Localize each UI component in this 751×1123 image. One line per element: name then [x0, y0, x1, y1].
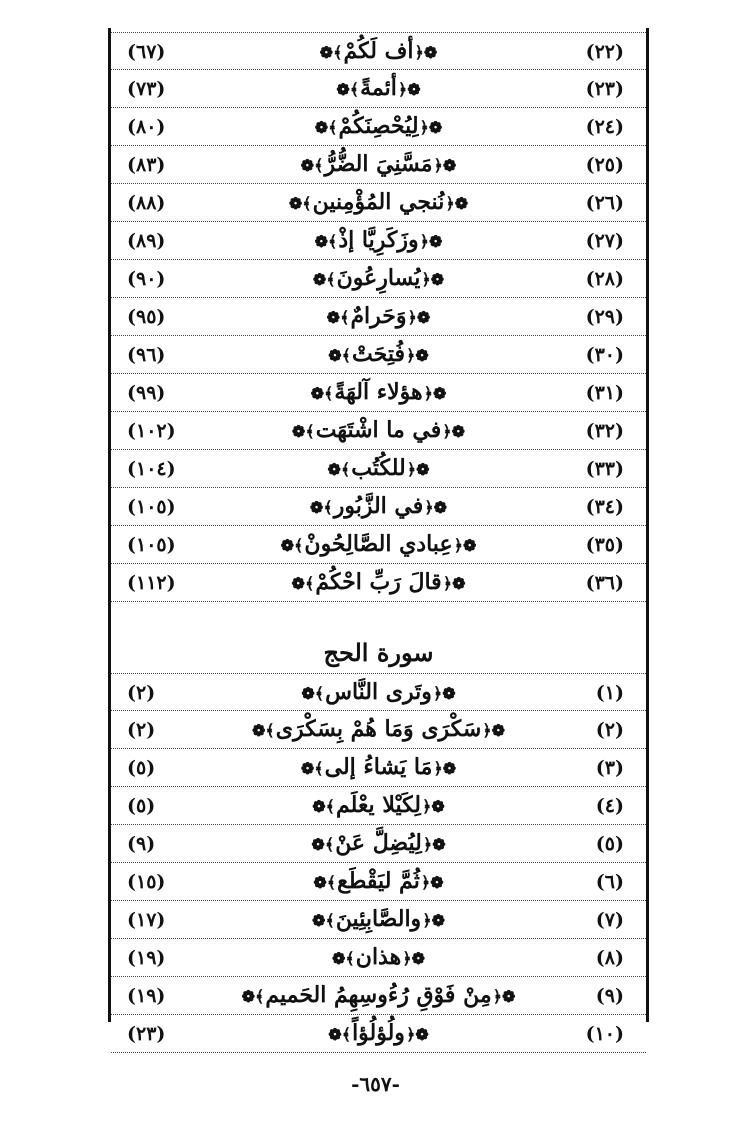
quranic-phrase — [206, 679, 551, 705]
entry-number: (٣١) — [585, 382, 624, 404]
ornament-open-icon: ❁﴿ — [414, 42, 438, 62]
quranic-phrase — [206, 227, 551, 253]
ornament-close-icon: ﴾❁ — [280, 535, 304, 555]
ornament-close-icon: ﴾❁ — [312, 269, 336, 289]
verse-number: (٩٦) — [127, 344, 166, 366]
entry-number: (٣٤) — [585, 496, 624, 518]
entry-number: (٢٣) — [585, 78, 624, 100]
ornament-open-icon: ❁﴿ — [445, 193, 469, 213]
table-row — [111, 32, 646, 70]
surah-heading: سورة الحج — [323, 638, 434, 667]
quranic-phrase — [206, 113, 551, 139]
entry-number: (٢٦) — [585, 192, 624, 214]
quranic-phrase — [206, 754, 551, 780]
phrase-text: هؤلاء آلهَةً — [334, 379, 423, 405]
table-row — [111, 977, 646, 1015]
phrase-text: مَا يَشاءُ إلى — [324, 754, 433, 780]
verse-number: (١٩) — [127, 947, 166, 969]
verse-number: (١٠٥) — [127, 534, 176, 556]
quranic-phrase — [206, 1020, 551, 1046]
ornament-open-icon: ❁﴿ — [405, 1024, 429, 1044]
ornament-close-icon: ﴾❁ — [328, 345, 352, 365]
ornament-close-icon: ﴾❁ — [251, 720, 275, 740]
quranic-phrase — [206, 493, 551, 519]
verse-number: (١٠٢) — [127, 420, 176, 442]
table-row — [111, 863, 646, 901]
ornament-close-icon: ﴾❁ — [300, 155, 324, 175]
ornament-close-icon: ﴾❁ — [328, 1024, 352, 1044]
entry-number: (٣٣) — [585, 458, 624, 480]
ornament-open-icon: ❁﴿ — [433, 758, 457, 778]
table-row — [111, 184, 646, 222]
ornament-close-icon: ﴾❁ — [288, 193, 312, 213]
verse-number: (٩٩) — [127, 382, 166, 404]
ornament-close-icon: ﴾❁ — [314, 117, 338, 137]
verse-number: (٨٩) — [127, 230, 166, 252]
verse-number: (٨٣) — [127, 154, 166, 176]
ornament-open-icon: ❁﴿ — [422, 910, 445, 930]
ornament-open-icon: ❁﴿ — [406, 459, 430, 479]
ornament-close-icon: ﴾❁ — [291, 573, 315, 593]
ornament-open-icon: ❁﴿ — [422, 834, 446, 854]
page-number: -٦٥٧- — [351, 1072, 400, 1096]
quranic-phrase — [206, 569, 551, 595]
phrase-text: للكُتُب — [351, 455, 406, 481]
phrase-text: مَسَّنِيَ الضُّرُّ — [324, 151, 433, 177]
phrase-text: مِنْ فَوْقِ رُءُوسِهِمُ الحَميم — [265, 982, 492, 1008]
ornament-open-icon: ❁﴿ — [424, 497, 448, 517]
ornament-open-icon: ❁﴿ — [442, 573, 466, 593]
entry-number: (٣٦) — [585, 572, 624, 594]
table-row — [111, 749, 646, 787]
entry-number: (٢٨) — [585, 268, 624, 290]
phrase-text: سَكْرَى وَمَا هُمْ بِسَكْرَى — [275, 716, 482, 742]
ornament-open-icon: ❁﴿ — [421, 269, 445, 289]
phrase-text: أف لَكُمْ — [343, 38, 414, 64]
phrase-text: وزَكَرِيَّا إذْ — [338, 227, 419, 253]
phrase-text: عِبادي الصَّالِحُونْ — [304, 531, 453, 557]
table-row — [111, 108, 646, 146]
verse-number: (١٩) — [127, 985, 166, 1007]
verse-number: (٨٠) — [127, 116, 166, 138]
quranic-phrase — [206, 944, 551, 970]
table-row — [111, 564, 646, 602]
table-row — [111, 70, 646, 108]
table-row — [111, 1015, 646, 1053]
entry-number: (٢٢) — [585, 41, 624, 63]
ornament-open-icon: ❁﴿ — [421, 796, 445, 816]
entry-number: (٢٤) — [585, 116, 624, 138]
quranic-phrase — [206, 189, 551, 215]
entry-number: (١٠) — [585, 1023, 624, 1045]
entry-number: (٦) — [595, 871, 624, 893]
verse-number: (٨٨) — [127, 192, 166, 214]
phrase-text: وتَرى النَّاس — [325, 679, 432, 705]
verse-number: (٧٣) — [127, 78, 166, 100]
phrase-text: وَحَرامٌ — [350, 303, 407, 329]
ornament-close-icon: ﴾❁ — [241, 986, 265, 1006]
entry-number: (٢٧) — [585, 230, 624, 252]
quranic-phrase — [206, 982, 551, 1008]
table-row — [111, 787, 646, 825]
table-row — [111, 298, 646, 336]
verse-number: (١٠٤) — [127, 458, 176, 480]
quranic-phrase — [206, 455, 551, 481]
quranic-phrase — [206, 379, 551, 405]
verse-number: (٩) — [127, 833, 156, 855]
entry-number: (٣٠) — [585, 344, 624, 366]
ornament-close-icon: ﴾❁ — [300, 758, 324, 778]
phrase-text: لِكَيْلا يعْلَم — [336, 792, 421, 818]
entry-number: (٨) — [595, 947, 624, 969]
ornament-close-icon: ﴾❁ — [326, 307, 350, 327]
phrase-text: قالَ رَبِّ احْكُمْ — [315, 569, 442, 595]
verse-number: (١٠٥) — [127, 496, 176, 518]
entry-number: (٩) — [595, 985, 624, 1007]
phrase-text: أئمةً — [360, 75, 397, 101]
verse-number: (٥) — [127, 795, 156, 817]
ornament-close-icon: ﴾❁ — [336, 79, 360, 99]
ornament-open-icon: ❁﴿ — [419, 117, 443, 137]
quranic-phrase — [206, 341, 551, 367]
table-row — [111, 901, 646, 939]
ornament-open-icon: ❁﴿ — [420, 872, 444, 892]
phrase-text: فُتِحَتْ — [352, 341, 405, 367]
ornament-close-icon: ﴾❁ — [312, 796, 336, 816]
verse-number: (٩٠) — [127, 268, 166, 290]
table-row — [111, 488, 646, 526]
ornament-open-icon: ❁﴿ — [432, 683, 456, 703]
phrase-text: هذان — [355, 944, 402, 970]
table-row — [111, 825, 646, 863]
verse-number: (١١٢) — [127, 572, 176, 594]
phrase-text: لِيُحْصِنَكُمْ — [338, 113, 419, 139]
table-row — [111, 939, 646, 977]
entry-number: (٥) — [595, 833, 624, 855]
phrase-text: في ما اشْتَهَت — [315, 417, 442, 443]
ornament-close-icon: ﴾❁ — [310, 383, 334, 403]
quranic-phrase — [206, 906, 551, 932]
ornament-open-icon: ❁﴿ — [419, 231, 443, 251]
quranic-phrase — [206, 265, 551, 291]
entry-number: (٣) — [595, 757, 624, 779]
ornament-close-icon: ﴾❁ — [311, 834, 335, 854]
ornament-open-icon: ❁﴿ — [397, 79, 421, 99]
table-row — [111, 336, 646, 374]
quranic-phrase — [206, 792, 551, 818]
table-row — [111, 711, 646, 749]
entry-number: (٣٥) — [585, 534, 624, 556]
quranic-phrase — [206, 303, 551, 329]
ornament-open-icon: ❁﴿ — [442, 421, 466, 441]
table-row — [111, 450, 646, 488]
verse-number: (٢) — [127, 682, 156, 704]
verse-number: (٦٧) — [127, 41, 166, 63]
ornament-open-icon: ❁﴿ — [492, 986, 516, 1006]
ornament-open-icon: ❁﴿ — [453, 535, 477, 555]
quranic-phrase — [206, 38, 551, 64]
verse-number: (٩٥) — [127, 306, 166, 328]
table-row — [111, 260, 646, 298]
table-row — [111, 374, 646, 412]
ornament-close-icon: ﴾❁ — [313, 872, 337, 892]
verse-number: (٥) — [127, 757, 156, 779]
quranic-phrase — [206, 868, 551, 894]
ornament-open-icon: ❁﴿ — [405, 345, 429, 365]
phrase-text: والصَّابِئِينَ — [335, 906, 422, 932]
ornament-close-icon: ﴾❁ — [301, 683, 325, 703]
table-row — [111, 526, 646, 564]
table-row — [111, 673, 646, 711]
entry-number: (٣٢) — [585, 420, 624, 442]
entry-number: (٢) — [595, 719, 624, 741]
phrase-text: ثُمَّ ليَقْطَع — [337, 868, 420, 894]
ornament-close-icon: ﴾❁ — [327, 459, 351, 479]
ornament-close-icon: ﴾❁ — [314, 231, 338, 251]
page-frame — [108, 28, 649, 1046]
quranic-phrase — [206, 830, 551, 856]
ornament-open-icon: ❁﴿ — [433, 155, 457, 175]
phrase-text: نُنجي المُؤْمِنين — [312, 189, 445, 215]
quranic-phrase — [206, 716, 551, 742]
quranic-phrase — [206, 151, 551, 177]
verse-number: (١٧) — [127, 909, 166, 931]
ornament-close-icon: ﴾❁ — [309, 497, 333, 517]
table-row — [111, 222, 646, 260]
entry-number: (٧) — [595, 909, 624, 931]
verse-number: (٢٣) — [127, 1023, 166, 1045]
entry-number: (٤) — [595, 795, 624, 817]
phrase-text: ولُؤلُؤاً — [352, 1020, 405, 1046]
verse-number: (١٥) — [127, 871, 166, 893]
entry-number: (٢٥) — [585, 154, 624, 176]
quranic-phrase — [206, 531, 551, 557]
entry-number: (١) — [595, 682, 624, 704]
ornament-close-icon: ﴾❁ — [312, 910, 335, 930]
quranic-phrase — [206, 75, 551, 101]
verse-number: (٢) — [127, 719, 156, 741]
entry-number: (٢٩) — [585, 306, 624, 328]
ornament-close-icon: ﴾❁ — [332, 948, 355, 968]
phrase-text: يُسارِعُونَ — [336, 265, 421, 291]
phrase-text: لِيُضِلَّ عَنْ — [335, 830, 422, 856]
ornament-open-icon: ❁﴿ — [482, 720, 506, 740]
ornament-close-icon: ﴾❁ — [319, 42, 343, 62]
ornament-open-icon: ❁﴿ — [407, 307, 431, 327]
quranic-phrase — [206, 417, 551, 443]
ornament-close-icon: ﴾❁ — [291, 421, 315, 441]
ornament-open-icon: ❁﴿ — [402, 948, 425, 968]
table-row — [111, 412, 646, 450]
table-row — [111, 146, 646, 184]
ornament-open-icon: ❁﴿ — [423, 383, 447, 403]
phrase-text: في الزَّبُور — [333, 493, 424, 519]
